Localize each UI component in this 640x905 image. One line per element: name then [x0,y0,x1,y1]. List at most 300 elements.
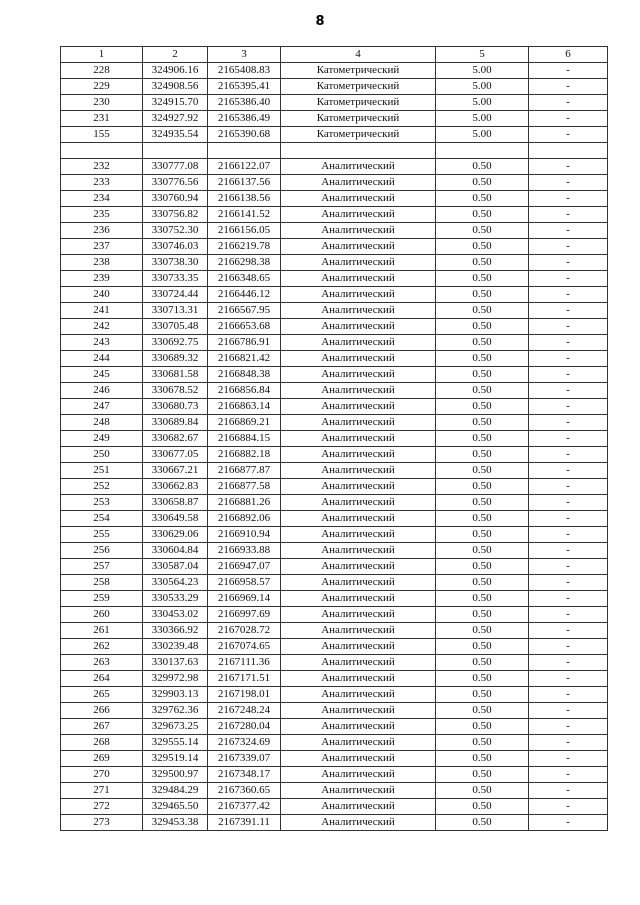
table-cell: 2167074.65 [208,639,281,655]
table-cell: Аналитический [281,815,436,831]
table-cell: Аналитический [281,639,436,655]
table-cell: 0.50 [436,159,529,175]
table-row [61,559,608,575]
table-cell: 253 [61,495,143,511]
table-cell: 5.00 [436,95,529,111]
table-row [61,207,608,223]
table-cell: 2167248.24 [208,703,281,719]
table-cell: 330604.84 [143,543,208,559]
table-cell: 324927.92 [143,111,208,127]
table-cell: 330667.21 [143,463,208,479]
table-cell: 2167171.51 [208,671,281,687]
table-cell: 330239.48 [143,639,208,655]
table-row [61,511,608,527]
table-row [61,127,608,143]
table-cell: 0.50 [436,239,529,255]
table-cell: Аналитический [281,399,436,415]
table-cell: 0.50 [436,335,529,351]
table-cell: 250 [61,447,143,463]
table-cell: 0.50 [436,623,529,639]
table-cell: 241 [61,303,143,319]
table-row [61,623,608,639]
table-row [61,303,608,319]
table-row [61,543,608,559]
table-cell: 0.50 [436,495,529,511]
table-cell: 249 [61,431,143,447]
table-row [61,463,608,479]
table-cell: 259 [61,591,143,607]
table-cell: 258 [61,575,143,591]
table-cell: - [529,383,608,399]
table-cell: - [529,335,608,351]
table-cell: 263 [61,655,143,671]
table-cell: 330705.48 [143,319,208,335]
table-cell: Аналитический [281,671,436,687]
table-cell: 0.50 [436,175,529,191]
table-cell: 330649.58 [143,511,208,527]
table-cell: - [529,799,608,815]
table-cell: 270 [61,767,143,783]
table-cell: 269 [61,751,143,767]
table-cell: 268 [61,735,143,751]
table-cell: 0.50 [436,319,529,335]
table-cell: 329762.36 [143,703,208,719]
table-cell: 0.50 [436,687,529,703]
table-cell: Аналитический [281,527,436,543]
table-cell: Аналитический [281,191,436,207]
table-cell: Катометрический [281,127,436,143]
table-cell: 324906.16 [143,63,208,79]
table-cell: Аналитический [281,415,436,431]
table-cell: 2166997.69 [208,607,281,623]
table-cell: 267 [61,719,143,735]
table-row [61,415,608,431]
table-cell: 264 [61,671,143,687]
table-cell: 2166892.06 [208,511,281,527]
table-cell: 2166786.91 [208,335,281,351]
table-cell: 2167111.36 [208,655,281,671]
table-cell: Катометрический [281,63,436,79]
table-cell: 2167028.72 [208,623,281,639]
table-cell: 0.50 [436,303,529,319]
table-cell: Аналитический [281,479,436,495]
table-cell: 235 [61,207,143,223]
table-cell: - [529,447,608,463]
table-cell: - [529,207,608,223]
table-cell: Аналитический [281,207,436,223]
table-cell: 329673.25 [143,719,208,735]
table-cell: 2166877.58 [208,479,281,495]
table-cell: 324915.70 [143,95,208,111]
table-cell: - [529,95,608,111]
table-row [61,655,608,671]
table-cell: 248 [61,415,143,431]
table-cell: 273 [61,815,143,831]
table-cell: 324908.56 [143,79,208,95]
table-cell: - [529,367,608,383]
table-cell: 257 [61,559,143,575]
table-cell: 2166958.57 [208,575,281,591]
table-cell [61,143,143,159]
column-header: 4 [281,47,436,63]
table-cell: 2166947.07 [208,559,281,575]
table-row [61,671,608,687]
table-cell: 0.50 [436,463,529,479]
table-cell: 2167198.01 [208,687,281,703]
table-cell: - [529,527,608,543]
table-row [61,527,608,543]
table-cell: 0.50 [436,703,529,719]
table-cell: 0.50 [436,591,529,607]
table-cell: 0.50 [436,271,529,287]
table-cell: 329500.97 [143,767,208,783]
table-cell: 330533.29 [143,591,208,607]
table-cell: - [529,655,608,671]
table-row [61,399,608,415]
table-cell: 0.50 [436,767,529,783]
table-cell: 2166869.21 [208,415,281,431]
table-cell: 330692.75 [143,335,208,351]
column-header: 6 [529,47,608,63]
table-cell: 330658.87 [143,495,208,511]
table-cell: - [529,687,608,703]
table-row [61,175,608,191]
table-cell: 330587.04 [143,559,208,575]
table-cell: 329972.98 [143,671,208,687]
table-cell: 234 [61,191,143,207]
table-cell: 2165386.40 [208,95,281,111]
table-cell: Аналитический [281,751,436,767]
table-cell: 330752.30 [143,223,208,239]
table-cell: 2166884.15 [208,431,281,447]
table-cell: Аналитический [281,303,436,319]
table-cell: 330777.08 [143,159,208,175]
table-cell: 0.50 [436,399,529,415]
table-cell: 0.50 [436,607,529,623]
table-cell: 329555.14 [143,735,208,751]
table-row [61,575,608,591]
table-cell: 0.50 [436,527,529,543]
table-cell: - [529,575,608,591]
table-row [61,239,608,255]
table-cell: - [529,287,608,303]
table-row [61,223,608,239]
table-cell: 330713.31 [143,303,208,319]
table-cell: 330678.52 [143,383,208,399]
table-cell: 2166122.07 [208,159,281,175]
table-cell: Аналитический [281,687,436,703]
table-cell: 0.50 [436,511,529,527]
table-cell: 262 [61,639,143,655]
table-cell: Аналитический [281,447,436,463]
table-cell: 329519.14 [143,751,208,767]
table-cell: 251 [61,463,143,479]
table-row [61,719,608,735]
table-cell: Аналитический [281,287,436,303]
table-cell: 0.50 [436,655,529,671]
table-cell: Аналитический [281,319,436,335]
table-cell: 2166848.38 [208,367,281,383]
table-cell: Катометрический [281,111,436,127]
table-cell: - [529,783,608,799]
table-cell: 232 [61,159,143,175]
table-cell: 2166856.84 [208,383,281,399]
table-cell: Аналитический [281,223,436,239]
table-cell: 0.50 [436,543,529,559]
table-cell: 330677.05 [143,447,208,463]
table-cell: 2165386.49 [208,111,281,127]
table-row [61,431,608,447]
table-row [61,703,608,719]
table-cell: 5.00 [436,111,529,127]
table-cell: Аналитический [281,335,436,351]
table-cell: 0.50 [436,255,529,271]
table-cell: 0.50 [436,751,529,767]
table-cell: 2167280.04 [208,719,281,735]
table-cell: 238 [61,255,143,271]
table-cell: 2166567.95 [208,303,281,319]
table-cell: Аналитический [281,271,436,287]
table-cell: 2166933.88 [208,543,281,559]
table-cell: - [529,735,608,751]
table-cell: 330724.44 [143,287,208,303]
table-cell: 2166446.12 [208,287,281,303]
table-cell: - [529,607,608,623]
table-cell: 2165390.68 [208,127,281,143]
table-cell: - [529,511,608,527]
table-header-row [61,47,608,63]
column-header: 1 [61,47,143,63]
table-cell: 0.50 [436,191,529,207]
table-cell: 2166863.14 [208,399,281,415]
table-row [61,159,608,175]
table-cell: 5.00 [436,127,529,143]
table-cell: 266 [61,703,143,719]
table-cell: 236 [61,223,143,239]
table-cell: 254 [61,511,143,527]
table-cell [529,143,608,159]
table-cell: 246 [61,383,143,399]
table-cell: 330629.06 [143,527,208,543]
table-cell: - [529,463,608,479]
table-cell: 2167324.69 [208,735,281,751]
table-cell: - [529,111,608,127]
table-row [61,447,608,463]
table-cell: - [529,431,608,447]
column-header: 2 [143,47,208,63]
coordinates-table [60,46,608,831]
table-cell: 228 [61,63,143,79]
table-cell: 0.50 [436,351,529,367]
table-cell: Аналитический [281,383,436,399]
table-row [61,735,608,751]
table-row [61,783,608,799]
table-row [61,767,608,783]
table-cell: 330681.58 [143,367,208,383]
table-cell: Аналитический [281,559,436,575]
table-cell: 0.50 [436,671,529,687]
table-row [61,255,608,271]
table-cell: 272 [61,799,143,815]
table-cell: 330682.67 [143,431,208,447]
table-cell: 2166910.94 [208,527,281,543]
table-cell: - [529,63,608,79]
table-cell: - [529,591,608,607]
table-cell: - [529,159,608,175]
table-cell: Аналитический [281,255,436,271]
table-cell: 5.00 [436,63,529,79]
table-cell: 2166653.68 [208,319,281,335]
table-cell: Аналитический [281,367,436,383]
table-cell: 240 [61,287,143,303]
table-cell: - [529,175,608,191]
table-row [61,479,608,495]
table-cell: Аналитический [281,655,436,671]
table-row [61,319,608,335]
table-cell: 0.50 [436,367,529,383]
column-header: 3 [208,47,281,63]
table-cell: Аналитический [281,591,436,607]
table-cell: 2166821.42 [208,351,281,367]
table-cell: - [529,751,608,767]
table-row [61,687,608,703]
table-cell: 0.50 [436,575,529,591]
table-cell: 247 [61,399,143,415]
table-cell: 2166881.26 [208,495,281,511]
table-cell: - [529,623,608,639]
table-cell: - [529,543,608,559]
table-row [61,63,608,79]
table-cell: - [529,239,608,255]
table-cell: 0.50 [436,719,529,735]
table-cell: Катометрический [281,79,436,95]
table-cell [281,143,436,159]
table-cell: 0.50 [436,815,529,831]
page-number: 8 [315,14,325,29]
table-cell: Аналитический [281,511,436,527]
table-cell: 0.50 [436,799,529,815]
table-cell: 329903.13 [143,687,208,703]
table-cell: 242 [61,319,143,335]
table-row [61,335,608,351]
table-cell: Аналитический [281,623,436,639]
table-cell: 0.50 [436,783,529,799]
table-cell: - [529,767,608,783]
table-cell: - [529,127,608,143]
table-cell: - [529,719,608,735]
table-cell: 245 [61,367,143,383]
table-cell: Аналитический [281,431,436,447]
table-cell: - [529,303,608,319]
table-cell: 256 [61,543,143,559]
table-cell: - [529,495,608,511]
table-cell: 0.50 [436,479,529,495]
table-cell: 329484.29 [143,783,208,799]
table-cell: - [529,479,608,495]
table-cell: 229 [61,79,143,95]
table-row [61,111,608,127]
table-row [61,495,608,511]
table-cell: 233 [61,175,143,191]
table-cell: 0.50 [436,223,529,239]
table-row [61,143,608,159]
table-cell: Аналитический [281,159,436,175]
table-cell: 2166877.87 [208,463,281,479]
table-cell: - [529,559,608,575]
table-cell: 155 [61,127,143,143]
table-cell: Аналитический [281,239,436,255]
table-cell: 330453.02 [143,607,208,623]
table-cell: Катометрический [281,95,436,111]
table-cell: 330680.73 [143,399,208,415]
table-cell: 230 [61,95,143,111]
table-cell: 2167391.11 [208,815,281,831]
table-cell: 244 [61,351,143,367]
column-header: 5 [436,47,529,63]
table-cell: Аналитический [281,735,436,751]
table-cell: 2166298.38 [208,255,281,271]
table-cell: 0.50 [436,447,529,463]
table-cell: 330776.56 [143,175,208,191]
table-cell: 330137.63 [143,655,208,671]
table-row [61,815,608,831]
table-cell: 330564.23 [143,575,208,591]
table-cell: 2167348.17 [208,767,281,783]
table-cell: Аналитический [281,783,436,799]
table-row [61,287,608,303]
table-cell: 330756.82 [143,207,208,223]
table-cell: 2167360.65 [208,783,281,799]
table-cell: 255 [61,527,143,543]
table-cell [208,143,281,159]
table-cell: - [529,255,608,271]
table-row [61,191,608,207]
table-cell: 324935.54 [143,127,208,143]
table-cell: 5.00 [436,79,529,95]
table-cell: 330689.84 [143,415,208,431]
table-cell: Аналитический [281,463,436,479]
table-cell: 2166156.05 [208,223,281,239]
table-cell: 2165395.41 [208,79,281,95]
table-cell: 261 [61,623,143,639]
table-cell [436,143,529,159]
table-cell: - [529,191,608,207]
table-row [61,79,608,95]
table-cell: Аналитический [281,543,436,559]
table-cell: 330366.92 [143,623,208,639]
table-cell: 330689.32 [143,351,208,367]
table-cell: - [529,351,608,367]
table-cell: 330662.83 [143,479,208,495]
table-cell: Аналитический [281,703,436,719]
table-cell: 329453.38 [143,815,208,831]
table-cell: Аналитический [281,495,436,511]
table-cell: 265 [61,687,143,703]
table-row [61,271,608,287]
table-cell: 330733.35 [143,271,208,287]
table-cell: - [529,399,608,415]
table-row [61,383,608,399]
table-cell: 330746.03 [143,239,208,255]
table-row [61,799,608,815]
table-cell: 2166969.14 [208,591,281,607]
table-cell: 252 [61,479,143,495]
table-cell: 0.50 [436,559,529,575]
table-row [61,639,608,655]
table-cell: 260 [61,607,143,623]
table-cell: - [529,319,608,335]
table-body [61,63,608,831]
